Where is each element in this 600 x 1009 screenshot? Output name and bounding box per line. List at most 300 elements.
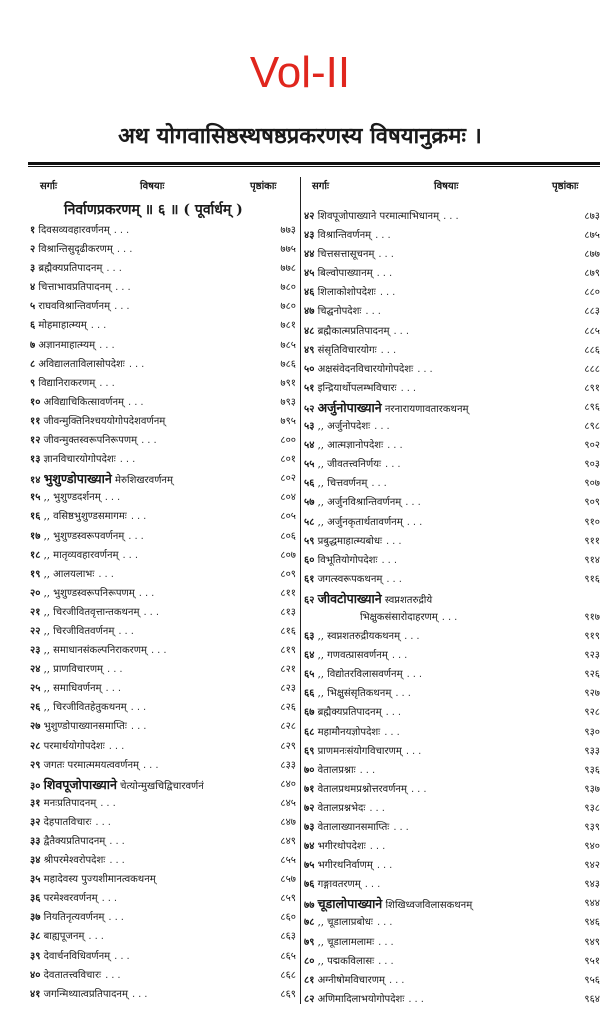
sarga-number: ६५ [304, 669, 315, 681]
entry-title: अविद्यालताविलासोपदेशः [38, 358, 125, 370]
page-number: ८८५ [581, 322, 600, 341]
page-number: ८८० [581, 283, 600, 302]
leader-dots: ... [128, 530, 147, 542]
entry-title: वेतालप्रश्नभेदः [317, 802, 366, 814]
toc-entry [304, 379, 600, 398]
sarga-number: ५१ [304, 382, 315, 394]
toc-entry [30, 507, 296, 526]
entry-title: अक्षसंवेदनविचारयोगोपदेशः [317, 363, 414, 375]
sarga-number: ४८ [304, 325, 315, 337]
entry-title: ,, चिरजीवितहेतुकथनम् [43, 702, 127, 714]
leader-dots: ... [385, 535, 405, 547]
toc-entry [304, 474, 600, 493]
entry-title: भुशुण्डोपाख्याने [43, 471, 112, 487]
toc-entry [304, 417, 600, 436]
page-number: ९४४ [581, 894, 600, 913]
entry-title: ,, प्राणविचारणम् [43, 664, 104, 676]
sarga-number: ४१ [30, 988, 41, 1000]
page-number: ८६८ [277, 966, 296, 985]
toc-entry [30, 698, 296, 717]
page-number: ९०९ [581, 493, 600, 512]
page-number: ९४९ [581, 933, 600, 952]
sarga-number: ७४ [304, 841, 315, 853]
sarga-number: ५३ [304, 421, 315, 433]
toc-entry [304, 493, 600, 512]
sarga-number: ४ [30, 282, 36, 294]
header-vishaya-right: विषयाः [434, 181, 459, 192]
page-number: ९४० [581, 837, 600, 856]
toc-entry [304, 799, 600, 818]
sarga-number: १७ [30, 530, 41, 542]
toc-entry [30, 966, 296, 985]
leader-dots: ... [393, 325, 413, 337]
entry-title: अर्जुनोपाख्याने [317, 399, 382, 415]
sarga-number: ६१ [304, 573, 315, 585]
entry-title: मनःप्रतिपादनम् [43, 797, 97, 809]
page-number: ८१९ [277, 641, 296, 660]
page-number: ८०७ [277, 546, 296, 565]
sarga-number: २७ [30, 721, 41, 733]
entry-title: ,, चित्तवर्णनम् [317, 478, 368, 490]
leader-dots: ... [406, 669, 426, 681]
leader-dots: ... [95, 816, 114, 828]
sarga-number: ४९ [304, 344, 315, 356]
entry-title: ,, वसिष्ठभुशुण्डसमागमः [43, 511, 127, 523]
page-number: ८२८ [277, 717, 296, 736]
sarga-number: ४२ [304, 211, 315, 222]
entry-title: ,, मातृव्यवहारवर्णनम् [43, 549, 119, 561]
toc-entry [30, 908, 296, 927]
entry-title: ,, आत्मज्ञानोपदेशः [317, 440, 384, 452]
toc-entry [30, 393, 296, 412]
toc-entry [304, 723, 600, 742]
sarga-number: ३१ [30, 797, 41, 809]
leader-dots: ... [99, 339, 118, 351]
sarga-number: ४३ [304, 230, 315, 242]
sarga-number: ३५ [30, 874, 41, 886]
entry-title: ,, विद्योतरविलासवर्णनम् [317, 669, 403, 681]
entry-title: जगतः परमात्ममयत्ववर्णनम् [43, 759, 139, 771]
entry-title: प्राणमनःसंयोगविचारणम् [317, 745, 402, 757]
header-prishtha-left: पृष्ठांकाः [250, 181, 277, 192]
toc-entry [304, 455, 600, 474]
toc-entry [304, 341, 600, 360]
toc-entry [30, 374, 296, 393]
entry-title: ,, भुशुण्डस्वरूपनिरूपणम् [43, 587, 135, 599]
sarga-number: ४० [30, 969, 41, 981]
entry-title: ,, चिरजीवितवर्णनम् [43, 625, 115, 637]
entry-subtitle: चेत्योन्मुखचिद्विचारवर्णनं [120, 780, 204, 792]
entry-title: परमार्थयोगोपदेशः [43, 740, 105, 752]
toc-entry [304, 551, 600, 570]
sarga-number: ५ [30, 301, 36, 313]
toc-entry [30, 355, 296, 374]
leader-dots: ... [376, 860, 396, 872]
page-number: ९३३ [581, 742, 600, 761]
sarga-number: ७९ [304, 936, 315, 948]
entry-title: देवतातत्त्वविचारः [43, 969, 102, 981]
leader-dots: ... [376, 917, 396, 929]
page-number: ७७५ [277, 240, 296, 259]
page-number: ८०१ [277, 450, 296, 469]
entry-subtitle: नरनारायणावतारकथनम् [384, 403, 469, 415]
sarga-number: ५४ [304, 440, 315, 452]
leader-dots: ... [388, 974, 408, 986]
leader-dots: ... [115, 282, 134, 294]
page-number: ८८३ [581, 302, 600, 321]
leader-dots: ... [405, 497, 424, 509]
sarga-number: ५७ [304, 497, 315, 509]
leader-dots: ... [443, 211, 462, 222]
sarga-number: ६० [304, 554, 315, 566]
leader-dots: ... [384, 726, 403, 738]
toc-list-left [30, 221, 296, 1004]
entry-title: मोहमाहात्म्यम् [38, 320, 87, 332]
entry-title: शिवपूजोपाख्याने [43, 776, 117, 792]
page-number: ८०४ [277, 488, 296, 507]
entry-title: इन्द्रियार्थोपलम्भविचारः [317, 382, 397, 394]
toc-entry [30, 985, 296, 1004]
toc-entry [30, 546, 296, 565]
leader-dots: ... [108, 740, 128, 752]
page-number: ९१७ [581, 608, 600, 627]
page-number: ८०२ [277, 469, 296, 488]
sarga-number: ६४ [304, 650, 315, 662]
toc-entry [304, 360, 600, 379]
entry-title: अणिमादिलाभयोगोपदेशः [317, 993, 405, 1005]
sarga-number: १६ [30, 511, 41, 523]
leader-dots: ... [385, 459, 404, 471]
sarga-number: ६६ [304, 688, 315, 700]
leader-dots: ... [406, 516, 426, 528]
leader-dots: ... [131, 988, 151, 1000]
toc-entry [30, 527, 296, 546]
sarga-number: ७३ [304, 822, 315, 833]
toc-entry [304, 322, 600, 341]
toc-entry [304, 570, 600, 589]
toc-entry [30, 641, 296, 660]
toc-entry [304, 245, 600, 264]
entry-title: श्रीपरमेश्वरोपदेशः [43, 855, 106, 867]
page-number: ८३३ [277, 756, 296, 775]
toc-entry [30, 278, 296, 297]
page-number: ९२७ [581, 684, 600, 703]
toc-entry [304, 589, 600, 608]
page-number: ८७३ [581, 207, 600, 226]
sarga-number: ६९ [304, 745, 315, 757]
page-number: ८५५ [277, 851, 296, 870]
entry-title: वेतालप्रश्नाः [317, 764, 356, 776]
sarga-number: ४५ [304, 268, 315, 280]
toc-entry [304, 913, 600, 932]
page-number: ९३८ [581, 799, 600, 818]
toc-entry [30, 565, 296, 584]
toc-entry [304, 742, 600, 761]
toc-entry [30, 584, 296, 603]
entry-title: ,, समाधिवर्णनम् [43, 683, 102, 695]
entry-title: ज्ञानविचारयोगोपदेशः [43, 454, 116, 466]
page-number: ८६९ [277, 985, 296, 1004]
page-number: ९०२ [581, 436, 600, 455]
sarga-number: २४ [30, 664, 41, 676]
page-number: ८९१ [581, 379, 600, 398]
toc-entry [304, 627, 600, 646]
entry-subtitle: स्वप्नशतरुद्रीये [384, 594, 433, 606]
leader-dots: ... [107, 664, 126, 676]
toc-entry [304, 302, 600, 321]
entry-title: अग्नीषोमविचारणम् [317, 974, 385, 986]
sarga-number: ७२ [304, 802, 315, 814]
leader-dots: ... [365, 306, 384, 318]
sarga-number: ३७ [30, 912, 41, 924]
leader-dots: ... [386, 573, 405, 585]
leader-dots: ... [143, 606, 163, 618]
page-number: ९०३ [581, 455, 600, 474]
entry-title: विद्यानिराकरणम् [38, 377, 96, 389]
entry-title: ,, अर्जुनकृतार्थतावर्णनम् [317, 516, 403, 528]
toc-column-right [304, 207, 600, 1009]
leader-dots: ... [101, 893, 121, 905]
page-number: ८१६ [277, 622, 296, 641]
entry-title: वेतालप्रथमप्रश्नोत्तरवर्णनम् [317, 783, 407, 795]
toc-entry [30, 947, 296, 966]
entry-title: दिवसव्यवहारवर्णनम् [38, 225, 110, 236]
toc-entry [304, 646, 600, 665]
sarga-number: ५० [304, 363, 315, 375]
sarga-number: २६ [30, 702, 41, 714]
leader-dots: ... [113, 225, 133, 236]
page-number: ८९६ [581, 398, 600, 417]
sarga-number: ८० [304, 955, 315, 967]
entry-title: गङ्गावतरणम् [317, 879, 361, 891]
entry-title: संसृतिविचारयोगः [317, 344, 377, 356]
page-number: ७७८ [277, 259, 296, 278]
leader-dots: ... [116, 244, 136, 256]
page-number: ९०७ [581, 474, 600, 493]
toc-column-left [30, 199, 296, 1004]
entry-title: ,, जीवतत्त्वनिर्णयः [317, 459, 382, 471]
leader-dots: ... [371, 478, 390, 490]
leader-dots: ... [142, 759, 162, 771]
toc-entry [30, 737, 296, 756]
leader-dots: ... [379, 287, 399, 299]
toc-entry [304, 703, 600, 722]
sarga-number: ९ [30, 377, 36, 389]
leader-dots: ... [395, 688, 414, 700]
leader-dots: ... [359, 764, 379, 776]
page-number: ८६५ [277, 947, 296, 966]
page-number: ८९८ [581, 417, 600, 436]
leader-dots: ... [109, 836, 128, 847]
page-number: ९३० [581, 723, 600, 742]
toc-entry [304, 780, 600, 799]
entry-title: ,, पद्मकविलासः [317, 955, 375, 967]
leader-dots: ... [374, 421, 393, 433]
leader-dots: ... [119, 454, 139, 466]
sarga-number: ७१ [304, 783, 315, 795]
leader-dots: ... [114, 950, 133, 962]
entry-title: जगन्मिथ्यात्वप्रतिपादनम् [43, 988, 128, 1000]
page-number: ८०९ [277, 565, 296, 584]
toc-entry [304, 608, 600, 627]
toc-entry [30, 813, 296, 832]
page-number: ९१० [581, 513, 600, 532]
entry-title: महामौनयज्ञोपदेशः [317, 726, 381, 738]
leader-dots: ... [369, 841, 389, 853]
sarga-number: ३३ [30, 836, 41, 847]
toc-entry [304, 436, 600, 455]
entry-title: चूडालोपाख्याने [317, 896, 383, 912]
page-number: ८०५ [277, 507, 296, 526]
sarga-number: ६७ [304, 707, 315, 719]
page-number: ८८६ [581, 341, 600, 360]
entry-title: ,, चिरजीवितवृत्तान्तकथनम् [43, 606, 140, 618]
leader-dots: ... [90, 320, 110, 332]
leader-dots: ... [378, 936, 397, 948]
page-number: ९१४ [581, 551, 600, 570]
sarga-number: ३८ [30, 931, 41, 943]
entry-title: ,, स्वप्नशतरुद्रीयकथनम् [317, 631, 401, 643]
page-number: ७७३ [277, 221, 296, 240]
leader-dots: ... [106, 263, 125, 275]
leader-dots: ... [375, 230, 394, 242]
entry-title: नियतिनृत्यवर्णनम् [43, 912, 105, 924]
sarga-number: ३९ [30, 950, 41, 962]
entry-title: विभूतियोगोपदेशः [317, 554, 378, 566]
entry-title: द्वैतैक्यप्रतिपादनम् [43, 836, 106, 847]
toc-entry [304, 818, 600, 837]
entry-title: अज्ञानमाहात्म्यम् [38, 339, 96, 351]
page-number: ९४३ [581, 875, 600, 894]
sarga-number: ६८ [304, 726, 315, 738]
leader-dots: ... [393, 822, 412, 833]
leader-dots: ... [118, 625, 137, 637]
leader-dots: ... [404, 631, 423, 643]
page-number: ७८५ [277, 336, 296, 355]
leader-dots: ... [105, 683, 125, 695]
page-number: ९३७ [581, 780, 600, 799]
leader-dots: ... [98, 568, 117, 580]
toc-entry [30, 431, 296, 450]
sarga-number: १० [30, 396, 41, 408]
page-number: ८७९ [581, 264, 600, 283]
toc-entry [304, 264, 600, 283]
book-title: अथ योगवासिष्ठस्थषष्ठप्रकरणस्य विषयानुक्रमः । [118, 123, 482, 149]
sarga-number: १२ [30, 435, 41, 447]
page-number: ९५१ [581, 952, 600, 971]
entry-title: भगीरथोपदेशः [317, 841, 366, 853]
sarga-number: ७६ [304, 879, 315, 891]
toc-entry [30, 297, 296, 316]
leader-dots: ... [381, 554, 401, 566]
leader-dots: ... [122, 549, 142, 561]
toc-entry [304, 875, 600, 894]
page-number: ७९१ [277, 374, 296, 393]
toc-entry [30, 679, 296, 698]
toc-entry [304, 761, 600, 780]
leader-dots: ... [104, 492, 124, 504]
toc-entry [30, 469, 296, 488]
leader-dots: ... [391, 650, 411, 662]
toc-entry [304, 837, 600, 856]
toc-entry [30, 927, 296, 946]
toc-entry [30, 660, 296, 679]
sarga-number: २२ [30, 625, 41, 637]
entry-title: चित्तसत्तासूचनम् [317, 249, 375, 261]
page-number: ८४० [277, 775, 296, 794]
toc-entry [30, 603, 296, 622]
toc-entry [30, 336, 296, 355]
toc-entry [304, 398, 600, 417]
leader-dots: ... [441, 611, 461, 623]
section-heading: निर्वाणप्रकरणम् ॥ ६ ॥ ( पूर्वार्धम् ) [64, 202, 243, 218]
entry-title: ब्रह्मैकात्मप्रतिपादनम् [317, 325, 390, 337]
toc-list-right [304, 207, 600, 1009]
entry-subtitle: मेरुशिखरवर्णनम् [115, 475, 173, 487]
toc-entry [304, 207, 600, 226]
sarga-number: १ [30, 225, 36, 236]
leader-dots: ... [128, 396, 147, 408]
leader-dots: ... [378, 955, 397, 967]
toc-entry [304, 283, 600, 302]
leader-dots: ... [100, 797, 119, 809]
page-number: ७८० [277, 297, 296, 316]
entry-title: विश्रान्तिवर्णनम् [317, 230, 372, 242]
sarga-number: ५५ [304, 459, 315, 471]
toc-entry [304, 856, 600, 875]
toc-entry [30, 889, 296, 908]
volume-label: Vol-II [249, 48, 351, 97]
sarga-number: २९ [30, 759, 41, 771]
page-number: ८२९ [277, 737, 296, 756]
page-number: ८१३ [277, 603, 296, 622]
title-rule-thick [28, 162, 600, 165]
page-number: ९२८ [581, 703, 600, 722]
page-number: ८६३ [277, 927, 296, 946]
entry-title: ब्रह्मैक्यप्रतिपादनम् [317, 707, 382, 719]
entry-title: भगीरथनिर्वाणम् [317, 860, 373, 872]
entry-title: भिक्षुकसंसारोदाहरणम् [360, 611, 438, 623]
sarga-number: ५९ [304, 535, 315, 547]
leader-dots: ... [410, 783, 430, 795]
sarga-number: २० [30, 587, 41, 599]
entry-title: शिलाकोशोपदेशः [317, 287, 376, 299]
leader-dots: ... [417, 363, 436, 375]
page-number: ९४६ [581, 913, 600, 932]
page-number: ८६० [277, 908, 296, 927]
page-number: ८०० [277, 431, 296, 450]
sarga-number: ७ [30, 339, 36, 351]
sarga-number: ४७ [304, 306, 315, 318]
leader-dots: ... [380, 344, 400, 356]
entry-title: वेतालाख्यानसमाप्तिः [317, 822, 390, 833]
sarga-number: ८२ [304, 993, 315, 1005]
toc-entry [30, 412, 296, 431]
header-sarga-left: सर्गाः [40, 181, 57, 192]
sarga-number: ८१ [304, 974, 315, 986]
sarga-number: ४६ [304, 287, 315, 299]
sarga-number: ३६ [30, 893, 41, 905]
toc-entry [304, 513, 600, 532]
entry-title: जीवन्मुक्तिनिश्चययोगोपदेशवर्णनम् [43, 415, 166, 427]
page-number: ९३६ [581, 761, 600, 780]
leader-dots: ... [138, 587, 158, 599]
page-number: ९६४ [581, 990, 600, 1009]
entry-title: चित्ताभावप्रतिपादनम् [38, 282, 112, 294]
page-number: ९११ [581, 532, 600, 551]
toc-entry [304, 952, 600, 971]
leader-dots: ... [385, 707, 405, 719]
